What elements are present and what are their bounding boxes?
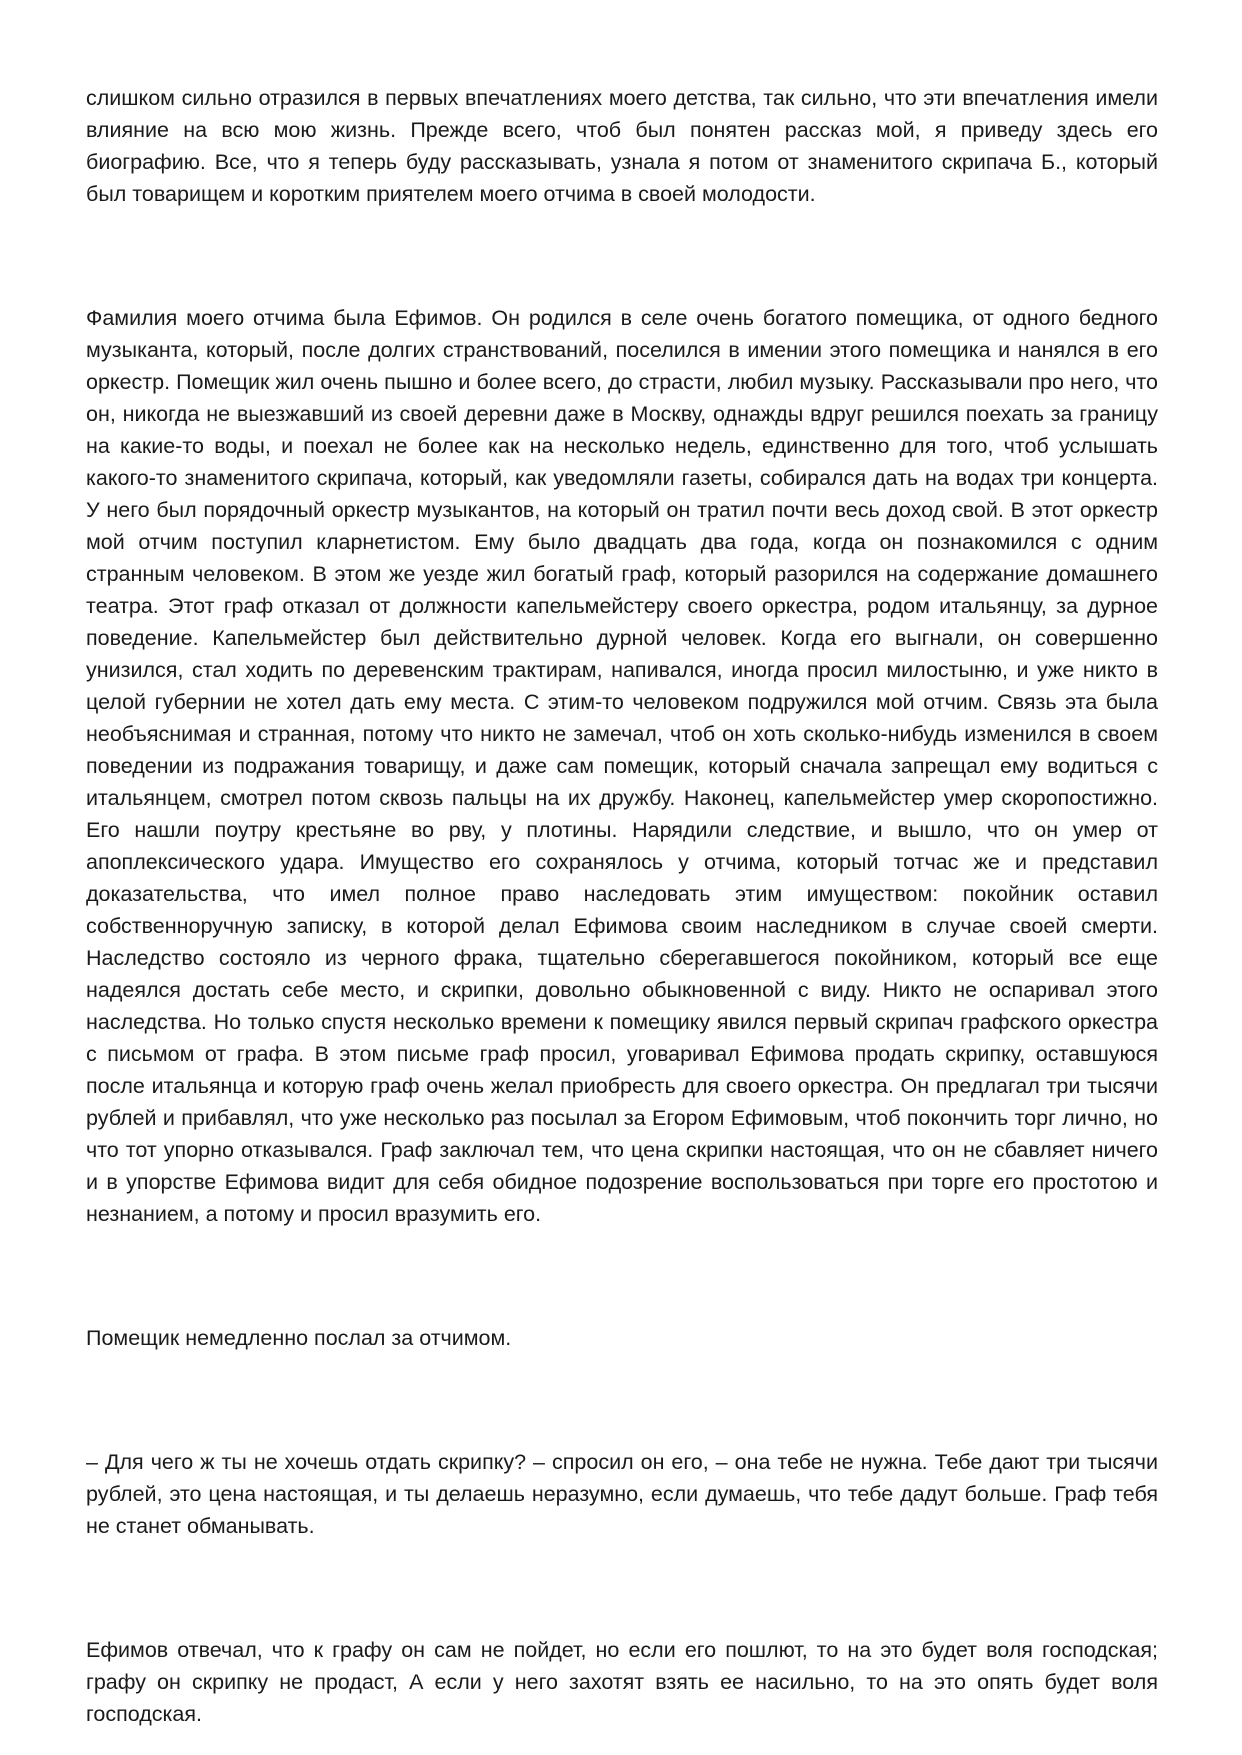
paragraph-spacer <box>86 1542 1158 1634</box>
document-page <box>86 82 1158 1730</box>
paragraph-1: слишком сильно отразился в первых впечатлениях моего детства, так сильно, что эти впечатления имели влияние на всю мою жизнь. Прежде всего, чтоб был понятен рассказ мой, я приведу здесь его биографию. Все, что я теперь буду рассказывать, узнала я потом от знаменитого скрипача Б., который был товарищем и коротким приятелем моего отчима в своей молодости. <box>86 86 1158 206</box>
paragraph-spacer <box>86 1230 1158 1322</box>
paragraph-3: Помещик немедленно послал за отчимом. <box>86 1326 512 1350</box>
paragraph-2: Фамилия моего отчима была Ефимов. Он родился в селе очень богатого помещика, от одного бедного музыканта, который, после долгих странствований, поселился в имении этого помещика и нанялся в его оркестр. Помещик жил очень пышно и более всего, до страсти, любил музыку. Рассказывали про него, что он, никогда не выезжавший из своей деревни даже в Москву, однажды вдруг решился поехать за границу на какие-то воды, и поехал не более как на несколько недель, единственно для того, чтоб услышать какого-то знаменитого скрипача, который, как уведомляли газеты, собирался дать на водах три концерта. У него был порядочный оркестр музыкантов, на который он тратил почти весь доход свой. В этот оркестр мой отчим поступил кларнетистом. Ему было двадцать два года, когда он познакомился с одним странным человеком. В этом же уезде жил богатый граф, который разорился на содержание домашнего театра. Этот граф отказал от должности капельмейстеру своего оркестра, родом итальянцу, за дурное поведение. Капельмейстер был действительно дурной человек. Когда его выгнали, он совершенно унизился, стал ходить по деревенским трактирам, напивался, иногда просил милостыню, и уже никто в целой губернии не хотел дать ему места. С этим-то человеком подружился мой отчим. Связь эта была необъяснимая и странная, потому что никто не замечал, чтоб он хоть сколько-нибудь изменился в своем поведении из подражания товарищу, и даже сам помещик, который сначала запрещал ему водиться с итальянцем, смотрел потом сквозь пальцы на их дружбу. Наконец, капельмейстер умер скоропостижно. Его нашли поутру крестьяне во рву, у плотины. Нарядили следствие, и вышло, что он умер от апоплексического удара. Имущество его сохранялось у отчима, который тотчас же и представил доказательства, что имел полное право наследовать этим имуществом: покойник оставил собственноручную записку, в которой делал Ефимова своим наследником в случае своей смерти. Наследство состояло из черного фрака, тщательно сберегавшегося покойником, который все еще надеялся достать себе место, и скрипки, довольно обыкновенной с виду. Никто не оспаривал этого наследства. Но только спустя несколько времени к помещику явился первый скрипач графского оркестра с письмом от графа. В этом письме граф просил, уговаривал Ефимова продать скрипку, оставшуюся после итальянца и которую граф очень желал приобресть для своего оркестра. Он предлагал три тысячи рублей и прибавлял, что уже несколько раз посылал за Егором Ефимовым, чтоб покончить торг лично, но что тот упорно отказывался. Граф заключал тем, что цена скрипки настоящая, что он не сбавляет ничего и в упорстве Ефимова видит для себя обидное подозрение воспользоваться при торге его простотою и незнанием, а потому и просил вразумить его. <box>86 306 1158 1226</box>
paragraph-5: Ефимов отвечал, что к графу он сам не пойдет, но если его пошлют, то на это будет воля господская; графу он скрипку не продаст, А если у него захотят взять ее насильно, то на это опять будет воля господская. <box>86 1638 1158 1726</box>
paragraph-spacer <box>86 210 1158 302</box>
paragraph-4: – Для чего ж ты не хочешь отдать скрипку? – спросил он его, – она тебе не нужна. Тебе дают три тысячи рублей, это цена настоящая, и ты делаешь неразумно, если думаешь, что тебе дадут больше. Граф тебя не станет обманывать. <box>86 1450 1158 1538</box>
paragraph-spacer <box>86 1354 1158 1446</box>
